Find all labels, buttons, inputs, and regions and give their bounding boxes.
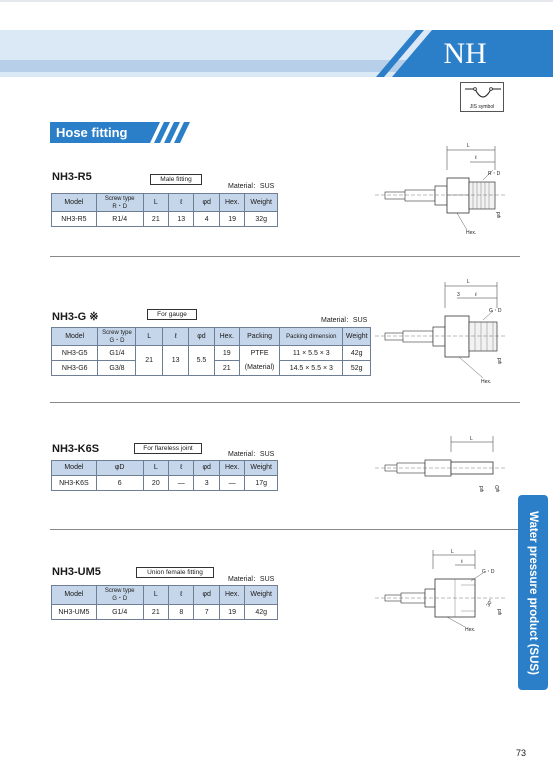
- side-tab: [518, 495, 548, 690]
- table-row: [52, 605, 278, 620]
- table-cell: NH3-R5: [52, 212, 97, 227]
- col-header: Screw type G・D: [98, 328, 136, 346]
- drawing-nh3-k6s: [375, 430, 510, 500]
- material-nh3-um5: Material：SUS: [228, 576, 275, 583]
- dim-label-thread: G・D: [489, 308, 502, 314]
- model-name-nh3-r5: NH3-R5: [52, 171, 92, 183]
- table-cell: 42g: [245, 605, 278, 620]
- col-header: φD: [96, 461, 143, 476]
- table-cell: 19: [214, 346, 239, 361]
- dim-label-D: φD: [495, 485, 501, 492]
- table-cell: 3: [194, 476, 219, 491]
- material-nh3-g: Material：SUS: [321, 317, 368, 324]
- spec-table-nh3-k6s: [51, 460, 278, 491]
- table-cell: 8: [169, 605, 194, 620]
- section-banner: [50, 122, 192, 143]
- drawing-nh3-r5: [375, 140, 510, 240]
- section-title: Hose fitting: [56, 125, 128, 140]
- table-cell: 7: [194, 605, 219, 620]
- col-header: L: [143, 586, 168, 605]
- drawing-nh3-um5: [375, 545, 510, 640]
- dim-label-hex: Hex.: [481, 379, 492, 385]
- col-header: Hex.: [219, 194, 244, 212]
- dim-label-L: L: [470, 436, 473, 442]
- spec-table-nh3-r5: [51, 193, 278, 227]
- table-cell: NH3-G5: [52, 346, 98, 361]
- dim-label-l: ℓ: [461, 559, 463, 565]
- side-tab-label: Water pressure product (SUS): [527, 510, 539, 675]
- table-cell: 21: [143, 605, 168, 620]
- series-code: NH: [443, 37, 487, 70]
- table-cell: 21: [143, 212, 168, 227]
- table-cell: 5.5: [189, 346, 214, 376]
- col-header: L: [143, 461, 168, 476]
- dim-label-L: L: [451, 549, 454, 555]
- table-cell: 13: [169, 212, 194, 227]
- material-nh3-r5: Material：SUS: [228, 183, 275, 190]
- table-cell: 13: [162, 346, 188, 376]
- section-divider: [50, 402, 520, 403]
- col-header: Screw type R・D: [96, 194, 143, 212]
- table-cell: (Material): [239, 361, 279, 376]
- tag-for-flareless-joint: For flareless joint: [134, 443, 202, 454]
- col-header: L: [143, 194, 168, 212]
- col-header: Model: [52, 586, 97, 605]
- table-cell: 19: [219, 212, 244, 227]
- section-divider: [50, 256, 520, 257]
- col-header: Weight: [245, 194, 278, 212]
- table-cell: 42g: [343, 346, 371, 361]
- dim-label-d: φd: [496, 211, 502, 218]
- table-cell: —: [219, 476, 244, 491]
- col-header: ℓ: [169, 461, 194, 476]
- table-cell: G3/8: [98, 361, 136, 376]
- dim-label-l: ℓ: [475, 155, 477, 161]
- table-cell: —: [169, 476, 194, 491]
- col-header: φd: [194, 586, 219, 605]
- col-header: Model: [52, 194, 97, 212]
- dim-label-hex: Hex.: [465, 627, 476, 633]
- col-header: Packing: [239, 328, 279, 346]
- col-header: φd: [189, 328, 214, 346]
- dim-label-thread: R・D: [488, 171, 501, 177]
- col-header: Model: [52, 328, 98, 346]
- col-header: Screw type G・D: [96, 586, 143, 605]
- col-header: Model: [52, 461, 97, 476]
- dim-label-L: L: [467, 279, 470, 285]
- table-cell: 4: [194, 212, 219, 227]
- table-cell: 21: [214, 361, 239, 376]
- table-row: [52, 212, 278, 227]
- model-name-nh3-um5: NH3-UM5: [52, 566, 101, 578]
- tag-male-fitting: Male fitting: [150, 174, 202, 185]
- tag-for-gauge: For gauge: [147, 309, 197, 320]
- model-note-mark: ※: [89, 311, 99, 323]
- dim-label-d: φd: [497, 357, 503, 364]
- table-cell: 14.5 × 5.5 × 3: [280, 361, 343, 376]
- spec-table-nh3-g: [51, 327, 371, 376]
- table-cell: NH3-K6S: [52, 476, 97, 491]
- table-cell: 21: [136, 346, 162, 376]
- table-cell: PTFE: [239, 346, 279, 361]
- col-header: ℓ: [162, 328, 188, 346]
- table-cell: NH3-G6: [52, 361, 98, 376]
- section-divider: [50, 529, 520, 530]
- model-name-text: NH3-G: [52, 311, 87, 323]
- dim-label-hex: Hex.: [466, 230, 477, 236]
- table-row: [52, 346, 371, 361]
- table-cell: 17g: [245, 476, 278, 491]
- jis-symbol-label: JIS symbol: [469, 104, 495, 110]
- col-header: Hex.: [219, 461, 244, 476]
- dim-label-thread: G・D: [482, 569, 495, 575]
- top-rule: [0, 0, 553, 2]
- tag-union-female-fitting: Union female fitting: [136, 567, 214, 578]
- jis-symbol-box: [460, 82, 504, 112]
- col-header: Weight: [245, 461, 278, 476]
- col-header: Packing dimension: [280, 328, 343, 346]
- table-cell: NH3-UM5: [52, 605, 97, 620]
- table-row: [52, 476, 278, 491]
- col-header: Weight: [343, 328, 371, 346]
- col-header: L: [136, 328, 162, 346]
- table-cell: G1/4: [96, 605, 143, 620]
- table-cell: 52g: [343, 361, 371, 376]
- table-cell: 32g: [245, 212, 278, 227]
- dim-label-d: φd: [479, 485, 485, 492]
- model-name-nh3-g: [52, 310, 99, 323]
- col-header: ℓ: [169, 194, 194, 212]
- table-cell: 20: [143, 476, 168, 491]
- table-cell: R1/4: [96, 212, 143, 227]
- dim-label-L: L: [467, 143, 470, 149]
- col-header: ℓ: [169, 586, 194, 605]
- table-cell: 6: [96, 476, 143, 491]
- table-cell: G1/4: [98, 346, 136, 361]
- model-name-nh3-k6s: NH3-K6S: [52, 443, 100, 455]
- col-header: Weight: [245, 586, 278, 605]
- table-cell: 19: [219, 605, 244, 620]
- dim-label-l: ℓ: [475, 292, 477, 298]
- col-header: Hex.: [214, 328, 239, 346]
- spec-table-nh3-um5: [51, 585, 278, 620]
- material-nh3-k6s: Material：SUS: [228, 451, 275, 458]
- page-number: 73: [516, 748, 527, 758]
- dim-label-3: 3: [457, 292, 460, 298]
- dim-label-d: φd: [497, 608, 503, 615]
- col-header: φd: [194, 194, 219, 212]
- col-header: φd: [194, 461, 219, 476]
- dim-label-angle: 30°: [485, 598, 495, 608]
- drawing-nh3-g: [375, 278, 510, 388]
- table-cell: 11 × 5.5 × 3: [280, 346, 343, 361]
- col-header: Hex.: [219, 586, 244, 605]
